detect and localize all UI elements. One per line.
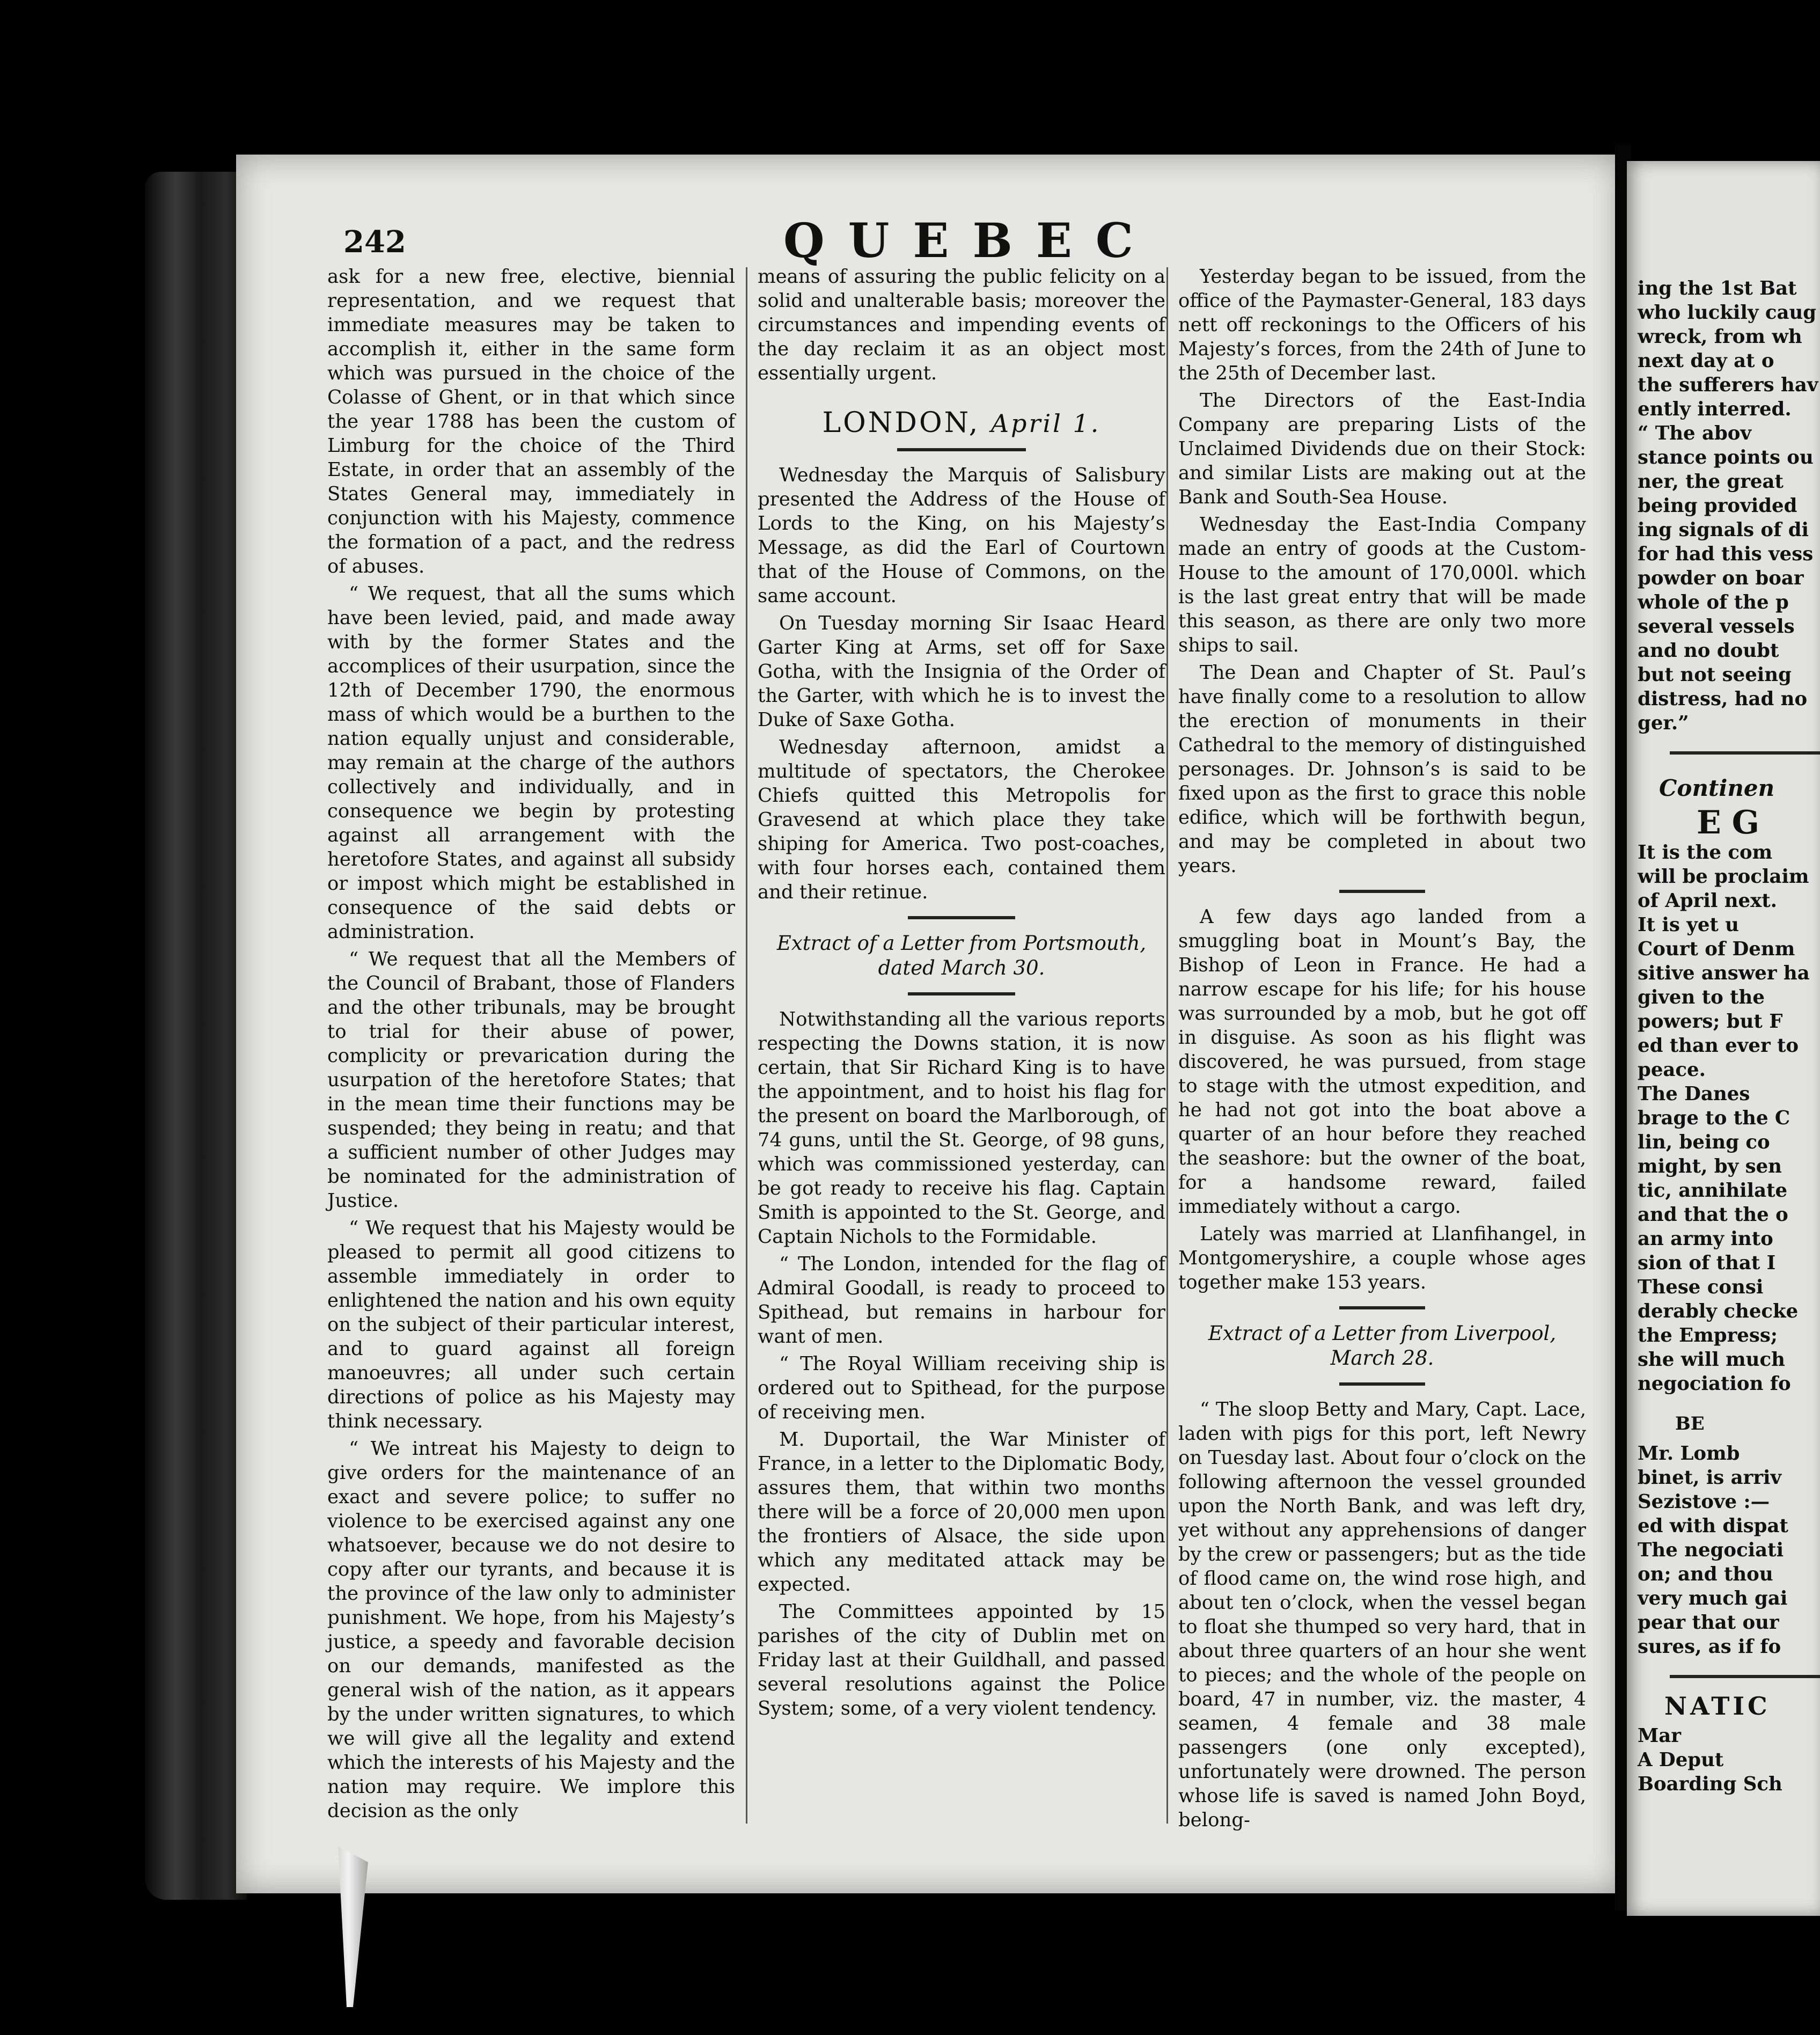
- facing-line: ently interred.: [1638, 398, 1792, 420]
- facing-column: [1638, 276, 1820, 1796]
- paragraph: Wednesday the East-India Company made an entry of goods at the Custom-House to the amount of 170,000l. which is the last great entry that will be made this season, as there are only two more ships to sail.: [1178, 514, 1586, 656]
- facing-line: Court of Denm: [1638, 938, 1795, 960]
- facing-line: ed than ever to: [1638, 1035, 1799, 1057]
- facing-line: who luckily caug: [1638, 302, 1817, 324]
- paragraph: means of assuring the public felicity on a solid and unalterable basis; moreover the circumstances and impending events of the day reclaim it as an object most essentially urgent.: [758, 266, 1165, 384]
- page-number: 242: [343, 224, 406, 260]
- paragraph: Yesterday began to be issued, from the office of the Paymaster-General, 183 days nett off reckonings to the Officers of his Majesty’s forces, from the 24th of June to the 25th of December last.: [1178, 266, 1586, 384]
- paragraph: “ The Royal William receiving ship is ordered out to Spithead, for the purpose of receiving men.: [758, 1353, 1165, 1423]
- facing-line: derably checke: [1638, 1300, 1799, 1322]
- facing-line: the Empress;: [1638, 1324, 1778, 1346]
- paragraph: “ We intreat his Majesty to deign to give orders for the maintenance of an exact and severe police; to suffer no violence to be exercised against any one whatsoever, because we do not desire to copy after our tyrants, and because it is the province of the law only to administer punishment. We hope, from his Majesty’s justice, a speedy and favorable decision on our demands, manifested as the general wish of the nation, as it appears by the under written signatures, to which we will give all the legality and extend which the interests of his Majesty and the nation may require. We implore this decision as the only: [327, 1438, 735, 1822]
- facing-lines-b: [1638, 840, 1820, 1396]
- section-rule: [1670, 751, 1820, 755]
- facing-line: and that the o: [1638, 1204, 1788, 1226]
- facing-line: on; and thou: [1638, 1563, 1773, 1585]
- facing-line: the sufferers hav: [1638, 374, 1818, 396]
- facing-line: next day at o: [1638, 350, 1774, 372]
- column-rule: [746, 267, 747, 1824]
- column-1: [327, 265, 735, 1826]
- section-rule: [908, 992, 1015, 995]
- paragraph: The Directors of the East-India Company are preparing Lists of the Unclaimed Dividends due on their Stock: and similar Lists are making out at the Bank and South-Sea House.: [1178, 390, 1586, 508]
- facing-line: powder on boar: [1638, 567, 1804, 589]
- paragraph: “ We request that his Majesty would be pleased to permit all good citizens to assemble immediately in order to enlightened the nation and his own equity on the subject of their particular interest, and to guard against all foreign manoeuvres; all under such certain directions of police as his Majesty may think necessary.: [327, 1217, 735, 1432]
- facing-line: ner, the great: [1638, 471, 1784, 493]
- facing-line: ing the 1st Bat: [1638, 277, 1797, 299]
- facing-line: but not seeing: [1638, 664, 1792, 686]
- paragraph: Notwithstanding all the various reports respecting the Downs station, it is now certain, that Sir Richard King is to have the appointment, and to hoist his flag for the present on board the Marlborough, of 74 guns, until the St. George, of 98 guns, which was commissioned yesterday, can be got ready to receive his flag. Captain Smith is appointed to the St. George, and Captain Nichols to the Formidable.: [758, 1008, 1165, 1248]
- paragraph: “ The sloop Betty and Mary, Capt. Lace, laden with pigs for this port, left Newry on Tuesday last. About four o’clock on the following afternoon the vessel grounded upon the North Bank, and was left dry, yet without any apprehensions of danger by the crew or passengers; but as the tide of flood came on, the wind rose high, and about ten o’clock, when the vessel began to float she thumped so very hard, that in about three quarters of an hour she went to pieces; and the whole of the people on board, 47 in number, viz. the master, 4 seamen, 4 female and 38 male passengers (one only excepted), unfortunately were drowned. The person whose life is saved is named John Boyd, belong-: [1178, 1399, 1586, 1831]
- facing-line: A Deput: [1638, 1749, 1724, 1771]
- section-rule: [908, 916, 1015, 919]
- facing-line: Mar: [1638, 1725, 1682, 1747]
- facing-line: It is yet u: [1638, 914, 1739, 936]
- paragraph: “ We request that all the Members of the Council of Brabant, those of Flanders and the other tribunals, may be brought to trial for their abuse of power, complicity or prevarication during the usurpation of the heretofore States; that in the mean time their functions may be suspended; they being in reatu; and that a sufficient number of other Judges may be nominated for the administration of Justice.: [327, 948, 735, 1212]
- facing-line: negociation fo: [1638, 1373, 1791, 1395]
- facing-line: several vessels: [1638, 616, 1795, 638]
- facing-line: Boarding Sch: [1638, 1773, 1782, 1795]
- facing-line: “ The abov: [1638, 422, 1752, 444]
- facing-lines-d: [1638, 1724, 1820, 1796]
- paragraph: Wednesday the Marquis of Salisbury presented the Address of the House of Lords to the King, on his Majesty’s Message, as did the Earl of Courtown that of the House of Commons, on the same account.: [758, 464, 1165, 607]
- london-heading: [758, 407, 1165, 440]
- facing-line: tic, annihilate: [1638, 1180, 1788, 1202]
- facing-line: sures, as if fo: [1638, 1636, 1781, 1658]
- column-3: [1178, 265, 1586, 1835]
- newspaper-page: [236, 155, 1620, 1893]
- london-heading-place: LONDON,: [822, 407, 980, 439]
- facing-heading: Continen: [1659, 775, 1775, 801]
- facing-line: Mr. Lomb: [1638, 1443, 1740, 1465]
- paragraph: ask for a new free, elective, biennial representation, and we request that immediate measures may be taken to accomplish it, either in the same form which was pursued in the choice of the Colasse of Ghent, or in that which since the year 1788 has been the custom of Limburg for the choice of the Third Estate, in order that an assembly of the States General may, immediately in conjunction with his Majesty, commence the formation of a pact, and the redress of abuses.: [327, 266, 735, 577]
- facing-lines-c: [1638, 1441, 1820, 1659]
- column-rule: [1166, 267, 1168, 1824]
- extract-heading: Extract of a Letter from Liverpool, March 28.: [1208, 1322, 1557, 1370]
- facing-line: of April next.: [1638, 890, 1778, 912]
- section-rule: [1670, 1675, 1820, 1678]
- facing-line: wreck, from wh: [1638, 326, 1802, 348]
- paragraph: The Committees appointed by 15 parishes of the city of Dublin met on Friday last at their Guildhall, and passed several resolutions against the Police System; some, of a very violent tendency.: [758, 1601, 1165, 1719]
- facing-line: very much gai: [1638, 1587, 1788, 1609]
- facing-line: she will much: [1638, 1349, 1785, 1371]
- section-rule: [1339, 890, 1425, 893]
- facing-line: ger.”: [1638, 712, 1689, 734]
- paragraph: “ We request, that all the sums which have been levied, paid, and made away with by the former States and the accomplices of their usurpation, since the 12th of December 1790, the enormous mass of which would be a burthen to the nation equally unjust and considerable, may remain at the charge of the authors collectively and individually, and in consequence we begin by protesting against all arrangement with the heretofore States, and against all subsidy or impost which might be established in consequence of the said debts or administration.: [327, 583, 735, 943]
- paragraph: Wednesday afternoon, amidst a multitude of spectators, the Cherokee Chiefs quitted this Metropolis for Gravesend at which place they take shiping for America. Two post-coaches, with four horses each, contained them and their retinue.: [758, 736, 1165, 903]
- running-head: QUEBEC: [783, 213, 1157, 268]
- section-rule: [897, 448, 1026, 451]
- paragraph: The Dean and Chapter of St. Paul’s have finally come to a resolution to allow the erection of monuments in their Cathedral to the memory of distinguished personages. Dr. Johnson’s is said to be fixed upon as the first to grace this noble edifice, which will be forthwith begun, and may be completed in about two years.: [1178, 662, 1586, 877]
- facing-line: The Danes: [1638, 1083, 1750, 1105]
- facing-heading-2: NATIC: [1664, 1692, 1771, 1721]
- facing-line: The negociati: [1638, 1539, 1784, 1561]
- facing-line: distress, had no: [1638, 688, 1808, 710]
- facing-line: These consi: [1638, 1276, 1764, 1298]
- paragraph: Lately was married at Llanfihangel, in Montgomeryshire, a couple whose ages together make 153 years.: [1178, 1223, 1586, 1293]
- facing-line: for had this vess: [1638, 543, 1814, 565]
- book-edge: [145, 172, 247, 1900]
- facing-line: might, by sen: [1638, 1155, 1782, 1177]
- section-rule: [1339, 1306, 1425, 1309]
- facing-line: powers; but F: [1638, 1011, 1783, 1033]
- facing-line: sion of that I: [1638, 1252, 1776, 1274]
- facing-line: ed with dispat: [1638, 1515, 1788, 1537]
- london-heading-date: April 1.: [990, 409, 1101, 438]
- section-rule: [1339, 1382, 1425, 1386]
- column-2: [758, 265, 1165, 1724]
- facing-lines-a: [1638, 276, 1820, 735]
- paragraph: M. Duportail, the War Minister of France, in a letter to the Diplomatic Body, assures them, that within two months there will be a force of 20,000 men upon the frontiers of Alsace, the side upon which any meditated attack may be expected.: [758, 1429, 1165, 1595]
- facing-page: [1627, 161, 1820, 1916]
- facing-line: Sezistove :—: [1638, 1491, 1770, 1513]
- extract-heading: Extract of a Letter from Portsmouth, dated March 30.: [776, 932, 1147, 979]
- facing-line: will be proclaim: [1638, 866, 1809, 888]
- facing-line: binet, is arriv: [1638, 1467, 1782, 1489]
- facing-line: sitive answer ha: [1638, 962, 1810, 984]
- facing-line: peace.: [1638, 1059, 1706, 1081]
- facing-line: lin, being co: [1638, 1131, 1770, 1153]
- facing-line: and no doubt: [1638, 640, 1779, 662]
- facing-big-heading: EG: [1697, 804, 1770, 841]
- facing-line: It is the com: [1638, 841, 1773, 863]
- facing-subheading: BE: [1675, 1413, 1705, 1434]
- facing-line: being provided: [1638, 495, 1797, 517]
- facing-line: an army into: [1638, 1228, 1773, 1250]
- facing-line: ing signals of di: [1638, 519, 1809, 541]
- paragraph: “ The London, intended for the flag of Admiral Goodall, is ready to proceed to Spithead, but remains in harbour for want of men.: [758, 1253, 1165, 1348]
- facing-line: whole of the p: [1638, 591, 1789, 613]
- facing-line: given to the: [1638, 986, 1765, 1008]
- paragraph: A few days ago landed from a smuggling boat in Mount’s Bay, the Bishop of Leon in France. He had a narrow escape for his life; for his house was surrounded by a mob, but he got off in disguise. As soon as his flight was discovered, he was pursued, from stage to stage with the utmost expedition, and he had not got into the boat above a quarter of an hour before they reached the seashore: but the owner of the boat, for a handsome reward, failed immediately without a cargo.: [1178, 906, 1586, 1218]
- facing-line: pear that our: [1638, 1612, 1779, 1634]
- paragraph: On Tuesday morning Sir Isaac Heard Garter King at Arms, set off for Saxe Gotha, with the Insignia of the Order of the Garter, with which he is to invest the Duke of Saxe Gotha.: [758, 612, 1165, 731]
- facing-line: brage to the C: [1638, 1107, 1790, 1129]
- facing-line: stance points ou: [1638, 446, 1814, 469]
